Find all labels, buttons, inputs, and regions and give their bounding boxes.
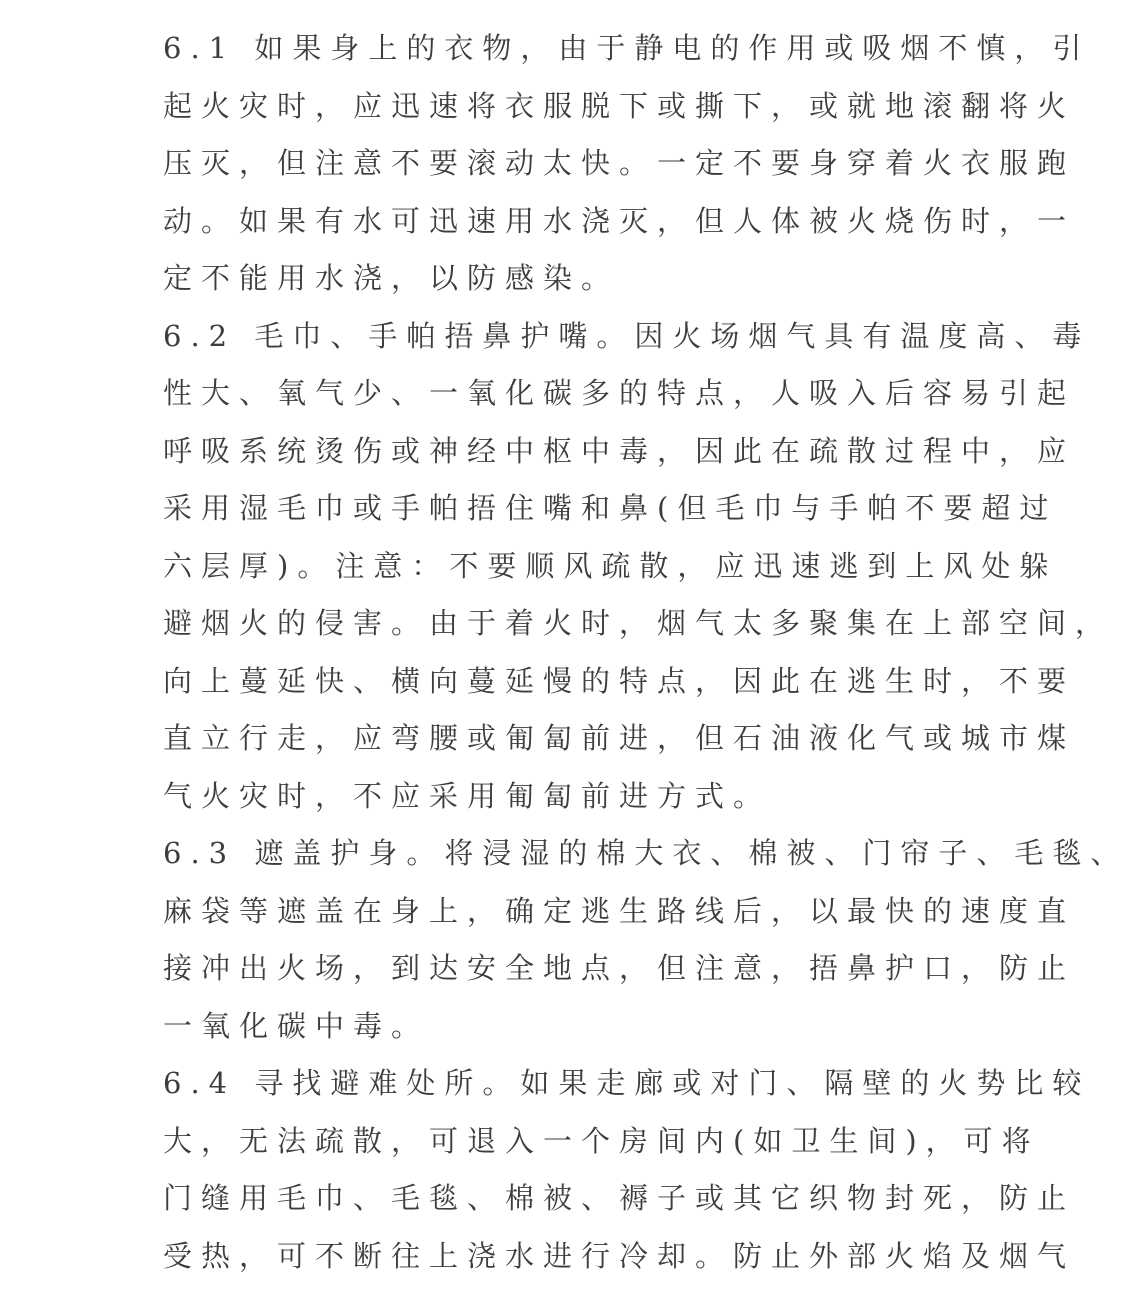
text-line: 接冲出火场，到达安全地点，但注意，捂鼻护口，防止: [163, 951, 1076, 985]
text-line: 6.1 如果身上的衣物，由于静电的作用或吸烟不慎，引: [163, 31, 1091, 65]
text-line: 受热，可不断往上浇水进行冷却。防止外部火焰及烟气: [163, 1238, 1076, 1273]
text-line: 气火灾时，不应采用匍匐前进方式。: [163, 778, 772, 813]
text-line: 门缝用毛巾、毛毯、棉被、褥子或其它织物封死，防止: [163, 1181, 1076, 1215]
text-line: 定不能用水浇，以防感染。: [163, 261, 620, 295]
section-6-1: [163, 20, 1091, 308]
text-line: 避烟火的侵害。由于着火时，烟气太多聚集在上部空间，: [163, 606, 1114, 640]
text-line: 6.2 毛巾、手帕捂鼻护嘴。因火场烟气具有温度高、毒: [163, 318, 1091, 353]
text-line: 直立行走，应弯腰或匍匐前进，但石油液化气或城市煤: [163, 721, 1076, 755]
text-line: 一氧化碳中毒。: [163, 1008, 430, 1043]
text-line: 呼吸系统烫伤或神经中枢中毒，因此在疏散过程中，应: [163, 433, 1076, 468]
text-line: 向上蔓延快、横向蔓延慢的特点，因此在逃生时，不要: [163, 663, 1076, 698]
text-line: 压灭，但注意不要滚动太快。一定不要身穿着火衣服跑: [163, 146, 1076, 180]
text-line: 六层厚)。注意：不要顺风疏散，应迅速逃到上风处躲: [163, 548, 1058, 583]
text-line: 采用湿毛巾或手帕捂住嘴和鼻(但毛巾与手帕不要超过: [163, 491, 1058, 525]
text-line: 麻袋等遮盖在身上，确定逃生路线后，以最快的速度直: [163, 893, 1076, 928]
section-6-2: [163, 308, 1114, 826]
text-line: 6.4 寻找避难处所。如果走廊或对门、隔壁的火势比较: [163, 1066, 1091, 1100]
section-6-4: [163, 1055, 1091, 1285]
section-6-3: [163, 825, 1128, 1055]
text-line: 大，无法疏散，可退入一个房间内(如卫生间)，可将: [163, 1123, 1040, 1158]
document-body: [163, 20, 1128, 1285]
text-line: 动。如果有水可迅速用水浇灭，但人体被火烧伤时，一: [163, 203, 1076, 238]
text-line: 性大、氧气少、一氧化碳多的特点，人吸入后容易引起: [163, 376, 1076, 410]
text-line: 起火灾时，应迅速将衣服脱下或撕下，或就地滚翻将火: [163, 88, 1076, 123]
text-line: 6.3 遮盖护身。将浸湿的棉大衣、棉被、门帘子、毛毯、: [163, 836, 1128, 870]
